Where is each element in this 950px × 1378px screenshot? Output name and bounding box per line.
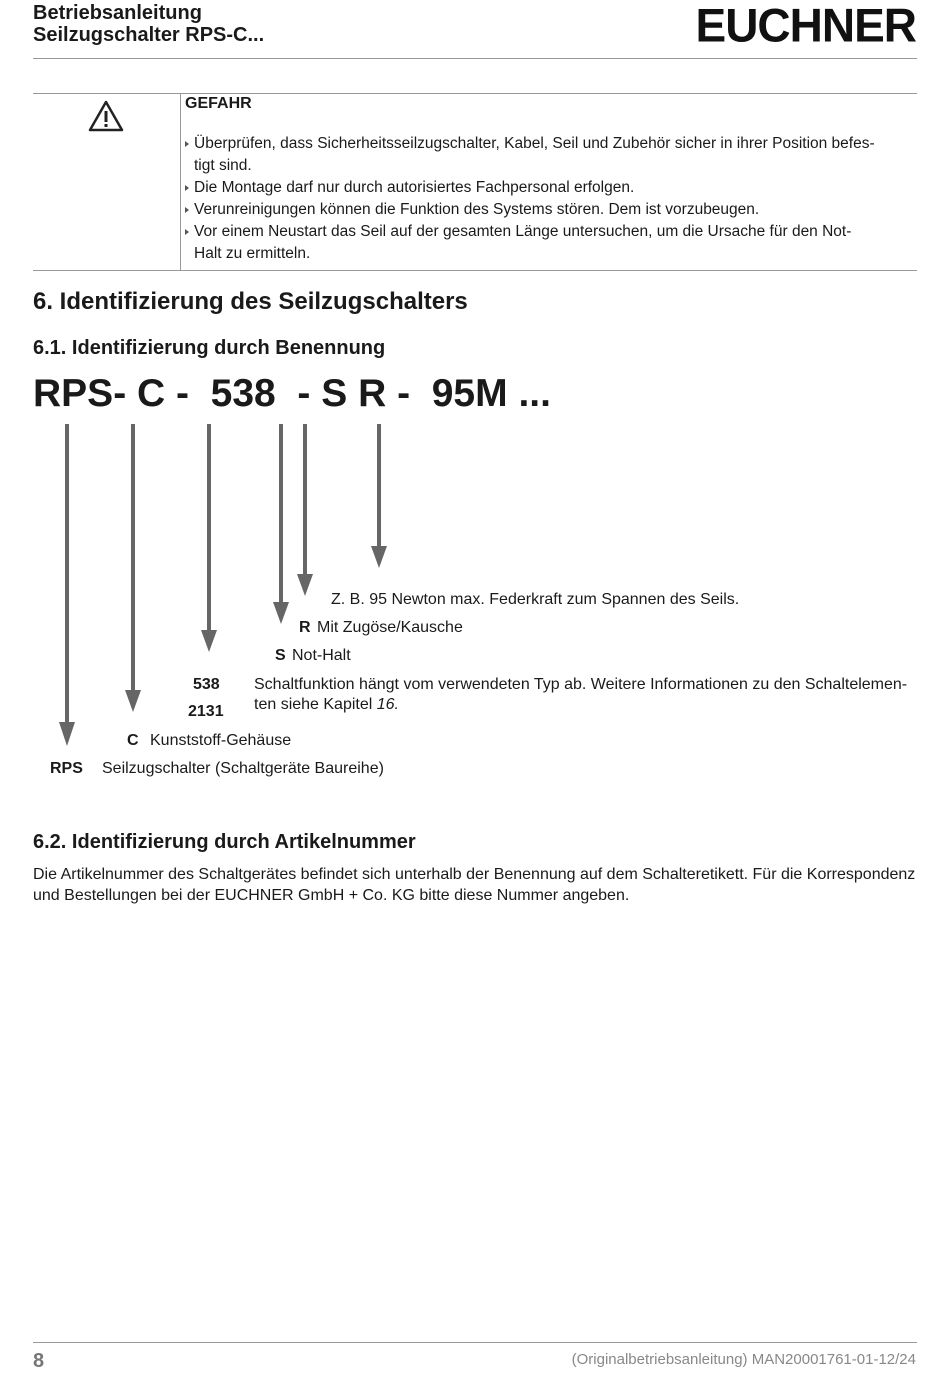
- section-6-2-heading: 6.2. Identifizierung durch Artikelnummer: [33, 831, 416, 853]
- section-6-heading: 6. Identifizierung des Seilzugschalters: [33, 288, 468, 315]
- warning-item-continuation: tigt sind.: [194, 157, 252, 174]
- option-s-key: S: [275, 647, 286, 664]
- section-6-1-heading: 6.1. Identifizierung durch Benennung: [33, 337, 386, 359]
- series-description: Seilzugschalter (Schaltgeräte Baureihe): [102, 760, 384, 777]
- option-r-description: Mit Zugöse/Kausche: [317, 619, 463, 636]
- function-key-2131: 2131: [188, 703, 224, 720]
- function-description-line1: Schaltfunktion hängt vom verwendeten Typ ab. Weitere Informationen zu den Schaltelemen-: [254, 676, 908, 693]
- force-description: Z. B. 95 Newton max. Federkraft zum Spannen des Seils.: [331, 591, 740, 608]
- function-key-538: 538: [193, 676, 220, 693]
- document-title-line1: Betriebsanleitung: [33, 2, 202, 24]
- option-r-key: R: [299, 619, 311, 636]
- warning-item: Die Montage darf nur durch autorisiertes Fachpersonal erfolgen.: [184, 177, 914, 199]
- article-number-line2: und Bestellungen bei der EUCHNER GmbH + Co. KG bitte diese Nummer angeben.: [33, 887, 630, 904]
- article-number-paragraph: [33, 864, 918, 906]
- type-code: RPS- C - 538 - S R - 95M ...: [33, 372, 551, 415]
- option-s-description: Not-Halt: [292, 647, 351, 664]
- chapter-reference: 16.: [376, 696, 399, 713]
- document-title-line2: Seilzugschalter RPS-C...: [33, 24, 265, 46]
- function-description-line2: [254, 695, 918, 715]
- function-description-text: ten siehe Kapitel: [254, 696, 377, 713]
- series-key: RPS: [50, 760, 83, 777]
- warning-item-continuation: Halt zu ermitteln.: [194, 245, 311, 262]
- page-number: 8: [33, 1350, 45, 1372]
- footer-divider: [33, 1342, 917, 1343]
- warning-item: Vor einem Neustart das Seil auf der gesamten Länge untersuchen, um die Ursache für den Not-: [184, 221, 914, 243]
- warning-item: Verunreinigungen können die Funktion des Systems stören. Dem ist vorzubeugen.: [184, 199, 914, 221]
- housing-key: C: [127, 732, 139, 749]
- document-reference: (Originalbetriebsanleitung) MAN20001761-01-12/24: [571, 1351, 916, 1368]
- article-number-line1: Die Artikelnummer des Schaltgerätes befindet sich unterhalb der Benennung auf dem Schalteretikett. Für die Korrespondenz: [33, 866, 916, 883]
- euchner-logo: EUCHNER: [695, 0, 916, 52]
- warning-item: Überprüfen, dass Sicherheitsseilzugschalter, Kabel, Seil und Zubehör sicher in ihrer Position befes-: [184, 133, 914, 155]
- function-description: [254, 675, 918, 715]
- housing-description: Kunststoff-Gehäuse: [150, 732, 292, 749]
- warning-title: GEFAHR: [185, 95, 252, 112]
